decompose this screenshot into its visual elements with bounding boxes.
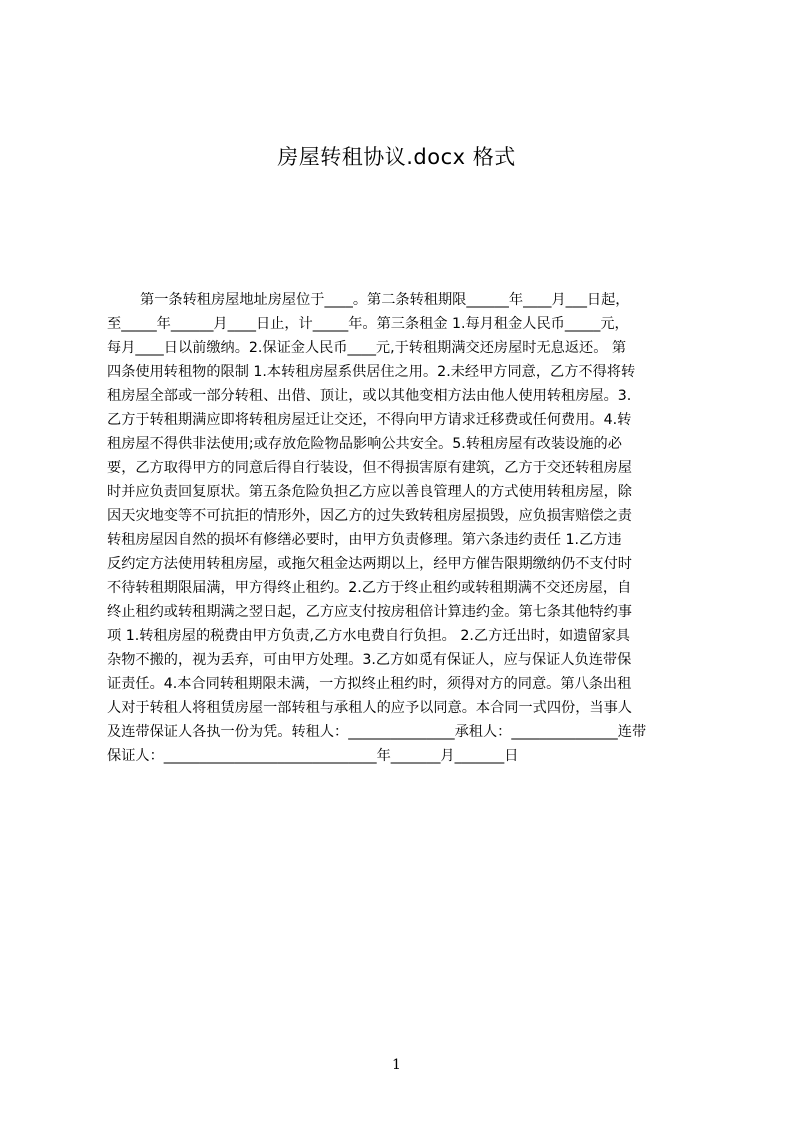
body-line: 保证人：______________________________年_______月_______日: [107, 748, 519, 764]
body-line: 项 1.转租房屋的税费由甲方负责,乙方水电费自行负担。 2.乙方迁出时，如遗留家具: [107, 628, 630, 644]
body-line: 每月____日以前缴纳。2.保证金人民币____元,于转租期满交还房屋时无息返还。 第: [107, 340, 627, 356]
body-line: 反约定方法使用转租房屋，或拖欠租金达两期以上，经甲方催告限期缴纳仍不支付时: [107, 556, 632, 572]
body-line: 杂物不搬的，视为丢弃，可由甲方处理。3.乙方如觅有保证人，应与保证人负连带保: [107, 652, 632, 668]
body-line: 至_____年______月____日止，计_____年。第三条租金 1.每月租金人民币_____元，: [107, 316, 629, 332]
page-number: 1: [392, 1057, 401, 1073]
body-line: 第一条转租房屋地址房屋位于____。第二条转租期限______年____月___日起，: [140, 292, 630, 308]
body-line: 租房屋不得供非法使用;或存放危险物品影响公共安全。5.转租房屋有改装设施的必: [107, 436, 622, 452]
body-line: 因天灾地变等不可抗拒的情形外，因乙方的过失致转租房屋损毁，应负损害赔偿之责: [107, 508, 632, 524]
document-body: [107, 288, 697, 768]
body-line: 要，乙方取得甲方的同意后得自行装设，但不得损害原有建筑，乙方于交还转租房屋: [107, 460, 632, 476]
body-line: 乙方于转租期满应即将转租房屋迁让交还，不得向甲方请求迁移费或任何费用。4.转: [107, 412, 632, 428]
body-line: 及连带保证人各执一份为凭。转租人：_______________承租人：_______________连带: [107, 724, 647, 740]
body-line: 证责任。4.本合同转租期限未满，一方拟终止租约时，须得对方的同意。第八条出租: [107, 676, 632, 692]
body-line: 人对于转租人将租赁房屋一部转租与承租人的应予以同意。本合同一式四份，当事人: [107, 700, 632, 716]
body-line: 不待转租期限届满，甲方得终止租约。2.乙方于终止租约或转租期满不交还房屋，自: [107, 580, 632, 596]
body-line: 时并应负责回复原状。第五条危险负担乙方应以善良管理人的方式使用转租房屋，除: [107, 484, 632, 500]
body-line: 转租房屋因自然的损坏有修缮必要时，由甲方负责修理。第六条违约责任 1.乙方违: [107, 532, 622, 548]
body-line: 租房屋全部或一部分转租、出借、顶让，或以其他变相方法由他人使用转租房屋。3.: [107, 388, 632, 404]
body-line: 终止租约或转租期满之翌日起，乙方应支付按房租倍计算违约金。第七条其他特约事: [107, 604, 632, 620]
document-title: 房屋转租协议.docx 格式: [277, 145, 516, 169]
body-line: 四条使用转租物的限制 1.本转租房屋系供居住之用。2.未经甲方同意，乙方不得将转: [107, 364, 636, 380]
